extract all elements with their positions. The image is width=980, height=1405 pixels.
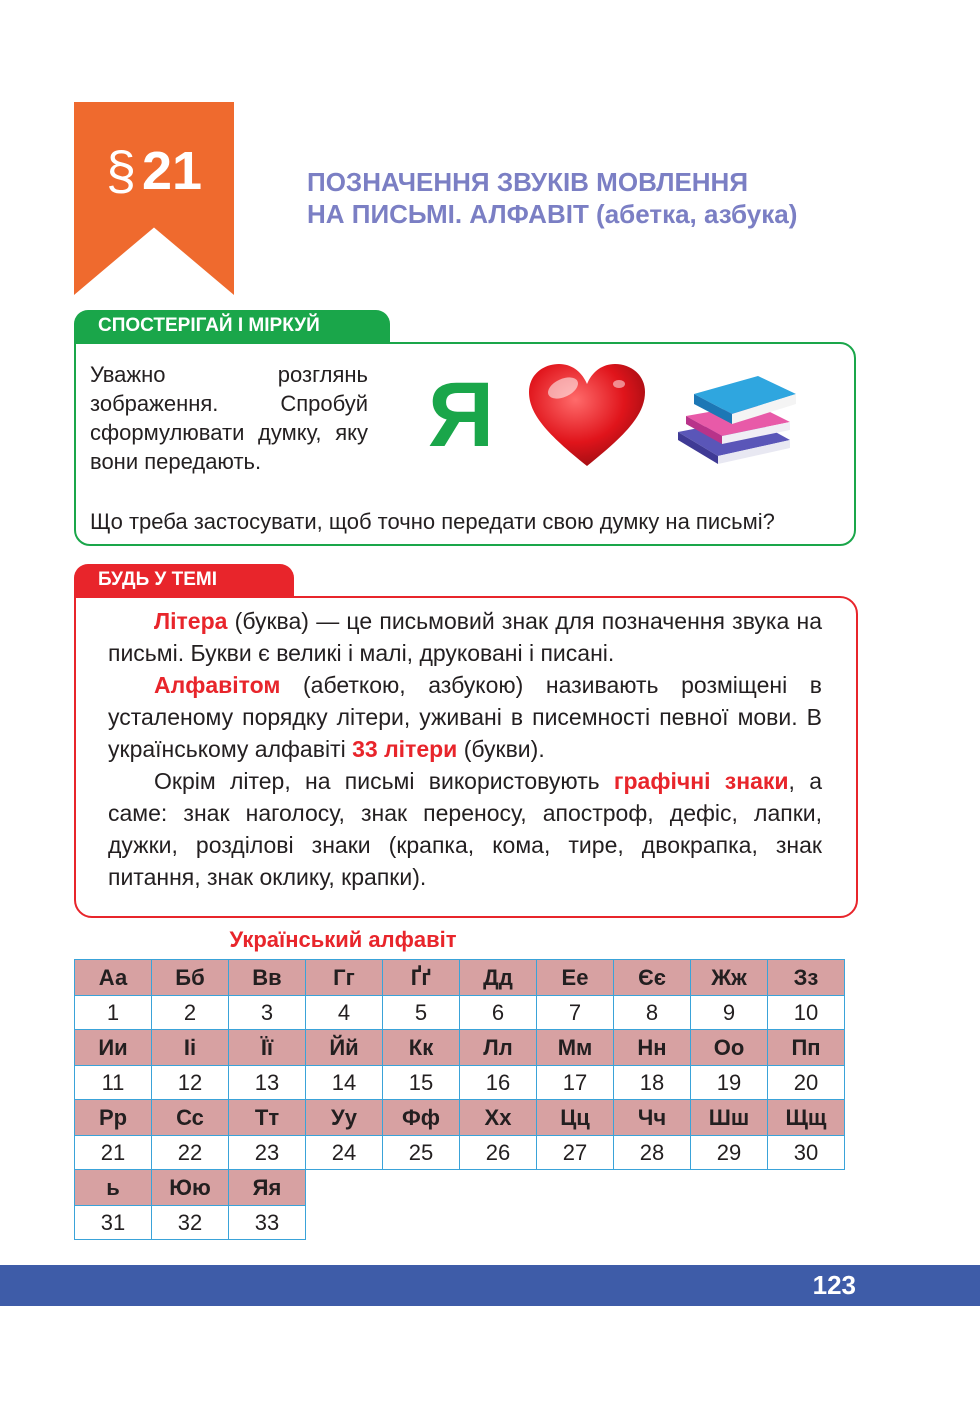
p1-text: (буква) — це письмовий знак для позначення звука на письмі. Букви є великі і малі, друковані і писані. (108, 608, 822, 666)
empty-cell (383, 1170, 460, 1206)
observe-text: Уважно розглянь зображення. Спробуй сформулювати думку, яку вони передають. (90, 362, 368, 474)
letter-cell: Іі (152, 1030, 229, 1066)
heart-icon (527, 362, 647, 468)
letter-cell: Нн (614, 1030, 691, 1066)
letter-cell: Ґґ (383, 960, 460, 996)
empty-cell (614, 1170, 691, 1206)
empty-cell (614, 1206, 691, 1240)
p3-start: Окрім літер, на письмі використовують (154, 768, 614, 794)
term-alphabet: Алфавітом (154, 672, 281, 698)
number-cell: 8 (614, 996, 691, 1030)
number-row (75, 1066, 845, 1100)
letter-cell: Аа (75, 960, 152, 996)
number-cell: 30 (768, 1136, 845, 1170)
alphabet-title: Український алфавіт (229, 927, 457, 952)
letter-cell: Чч (614, 1100, 691, 1136)
letter-cell: Рр (75, 1100, 152, 1136)
letter-cell: Гг (306, 960, 383, 996)
section-number (74, 140, 234, 202)
number-cell: 11 (75, 1066, 152, 1100)
number-cell: 3 (229, 996, 306, 1030)
number-cell: 17 (537, 1066, 614, 1100)
number-cell: 19 (691, 1066, 768, 1100)
theory-paragraph-3 (108, 765, 822, 893)
title-line-1: ПОЗНАЧЕННЯ ЗВУКІВ МОВЛЕННЯ (307, 167, 749, 197)
letter-cell: Ии (75, 1030, 152, 1066)
number-cell: 1 (75, 996, 152, 1030)
letter-cell: Її (229, 1030, 306, 1066)
letter-cell: Щщ (768, 1100, 845, 1136)
number-cell: 18 (614, 1066, 691, 1100)
letter-cell: Бб (152, 960, 229, 996)
number-cell: 24 (306, 1136, 383, 1170)
empty-cell (460, 1170, 537, 1206)
letter-cell: Єє (614, 960, 691, 996)
empty-cell (537, 1170, 614, 1206)
letter-cell: Йй (306, 1030, 383, 1066)
number-cell: 32 (152, 1206, 229, 1240)
number-cell: 6 (460, 996, 537, 1030)
theory-text (108, 605, 822, 893)
letter-cell: Цц (537, 1100, 614, 1136)
term-graphic-signs: графічні знаки (613, 768, 789, 794)
number-cell: 31 (75, 1206, 152, 1240)
title-line-2: НА ПИСЬМІ. АЛФАВІТ (абетка, азбука) (307, 199, 798, 229)
letter-cell: Пп (768, 1030, 845, 1066)
term-litera: Літера (154, 608, 228, 634)
theory-tab: БУДЬ У ТЕМІ (74, 564, 294, 596)
page-number: 123 (812, 1270, 856, 1300)
empty-cell (768, 1206, 845, 1240)
letter-ya: Я (428, 364, 495, 466)
number-cell: 22 (152, 1136, 229, 1170)
letter-cell: Жж (691, 960, 768, 996)
empty-cell (768, 1170, 845, 1206)
empty-cell (691, 1170, 768, 1206)
number-cell: 2 (152, 996, 229, 1030)
letter-cell: Оо (691, 1030, 768, 1066)
letter-cell: ь (75, 1170, 152, 1206)
section-number-value: 21 (141, 141, 203, 201)
number-row (75, 1206, 845, 1240)
letter-row (75, 1170, 845, 1206)
letter-count: 33 літери (352, 736, 458, 762)
letter-cell: Фф (383, 1100, 460, 1136)
number-row (75, 996, 845, 1030)
number-cell: 14 (306, 1066, 383, 1100)
number-cell: 21 (75, 1136, 152, 1170)
number-cell: 12 (152, 1066, 229, 1100)
number-cell: 5 (383, 996, 460, 1030)
number-cell: 20 (768, 1066, 845, 1100)
theory-paragraph-1 (108, 605, 822, 669)
empty-cell (383, 1206, 460, 1240)
observe-question: Що треба застосувати, щоб точно передати свою думку на письмі? (90, 509, 775, 534)
letter-row (75, 960, 845, 996)
letter-cell: Юю (152, 1170, 229, 1206)
empty-cell (691, 1206, 768, 1240)
number-row (75, 1136, 845, 1170)
number-cell: 9 (691, 996, 768, 1030)
number-cell: 33 (229, 1206, 306, 1240)
number-cell: 27 (537, 1136, 614, 1170)
books-icon (672, 366, 802, 466)
number-cell: 25 (383, 1136, 460, 1170)
theory-paragraph-2 (108, 669, 822, 765)
number-cell: 4 (306, 996, 383, 1030)
letter-cell: Ее (537, 960, 614, 996)
number-cell: 29 (691, 1136, 768, 1170)
number-cell: 16 (460, 1066, 537, 1100)
letter-cell: Лл (460, 1030, 537, 1066)
number-cell: 28 (614, 1136, 691, 1170)
number-cell: 15 (383, 1066, 460, 1100)
page-title (307, 166, 907, 230)
number-cell: 7 (537, 996, 614, 1030)
number-cell: 23 (229, 1136, 306, 1170)
number-cell: 13 (229, 1066, 306, 1100)
number-cell: 26 (460, 1136, 537, 1170)
letter-cell: Тт (229, 1100, 306, 1136)
p3-text: , а саме: знак наголосу, знак переносу, апостроф, дефіс, лапки, дужки, розділові знаки (крапка, кома, тире, двокрапка, знак питання, знак оклику, крапки). (108, 768, 822, 890)
letter-row (75, 1100, 845, 1136)
empty-cell (306, 1170, 383, 1206)
number-cell: 10 (768, 996, 845, 1030)
letter-cell: Дд (460, 960, 537, 996)
letter-cell: Кк (383, 1030, 460, 1066)
letter-cell: Хх (460, 1100, 537, 1136)
letter-cell: Уу (306, 1100, 383, 1136)
letter-row (75, 1030, 845, 1066)
empty-cell (537, 1206, 614, 1240)
observe-tab: СПОСТЕРІГАЙ І МІРКУЙ (74, 310, 390, 342)
p2-end: (букви). (457, 736, 545, 762)
alphabet-table (74, 959, 845, 1240)
letter-cell: Шш (691, 1100, 768, 1136)
letter-cell: Вв (229, 960, 306, 996)
p2-text: (абеткою, азбукою) називають розміщені в усталеному порядку літери, уживані в писемності певної мови. В українському алфавіті (108, 672, 822, 762)
letter-cell: Сс (152, 1100, 229, 1136)
letter-cell: Зз (768, 960, 845, 996)
section-symbol: § (105, 141, 136, 201)
letter-cell: Яя (229, 1170, 306, 1206)
empty-cell (306, 1206, 383, 1240)
letter-cell: Мм (537, 1030, 614, 1066)
empty-cell (460, 1206, 537, 1240)
